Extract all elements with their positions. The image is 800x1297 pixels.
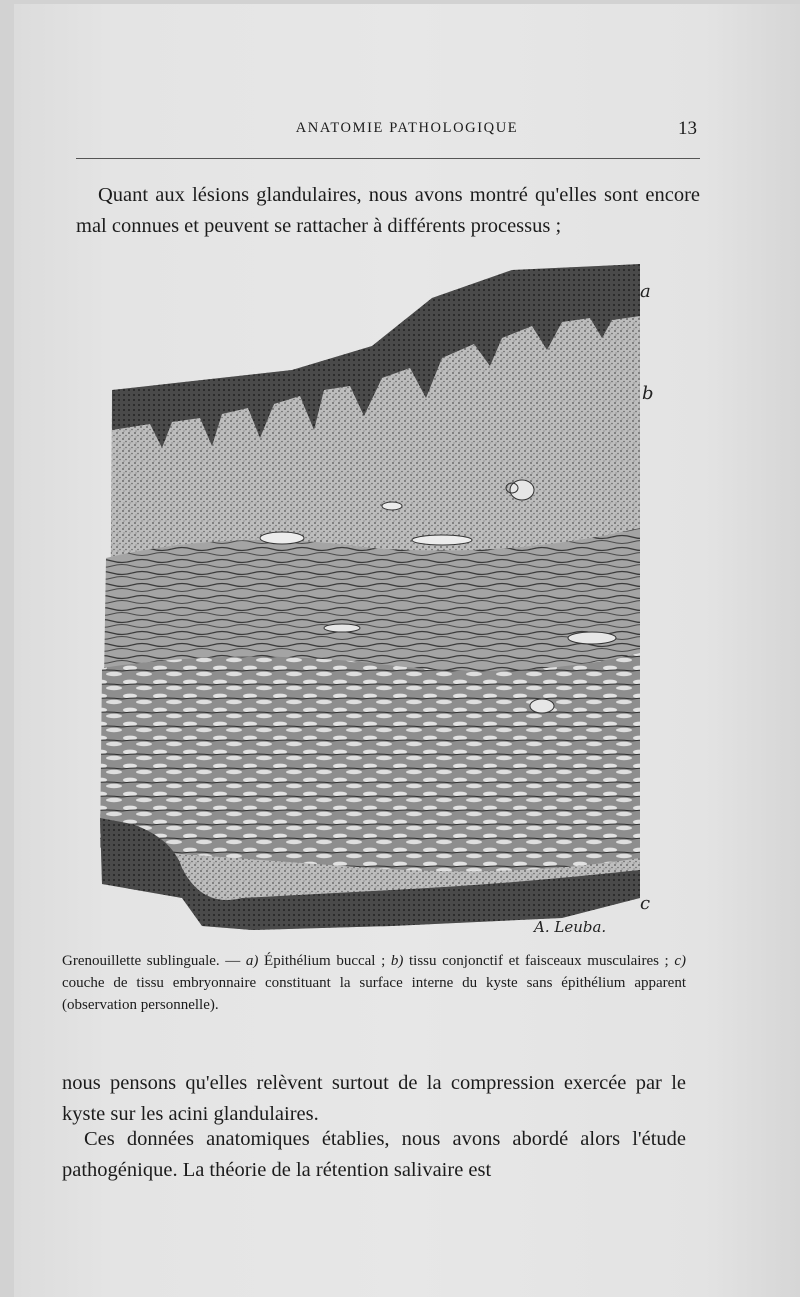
- figure-caption: [62, 950, 686, 1016]
- page-number: 13: [678, 118, 697, 139]
- figure-label-c: c: [640, 893, 651, 914]
- caption-text-a: Épithélium buccal ;: [258, 953, 391, 969]
- figure-label-b: b: [642, 383, 654, 404]
- caption-text-c: couche de tissu embryonnaire constituant la surface interne du kyste sans épithélium apparent (observation personnelle).: [62, 975, 686, 1013]
- caption-dash: —: [219, 953, 246, 969]
- paragraph-bottom-1: nous pensons qu'elles relèvent surtout de la compression exercée par le kyste sur les acini glandulaires.: [62, 1072, 686, 1125]
- caption-marker-b: b): [390, 953, 404, 969]
- artist-signature: A. Leuba.: [534, 918, 607, 936]
- running-header: ANATOMIE PATHOLOGIQUE: [295, 120, 519, 136]
- caption-title: Grenouillette sublinguale.: [62, 953, 220, 969]
- caption-marker-a: a): [245, 953, 259, 969]
- histology-illustration: [92, 258, 652, 938]
- paragraph-top: Quant aux lésions glandulaires, nous avons montré qu'elles sont encore mal connues et peuvent se rattacher à différents processus ;: [76, 184, 700, 237]
- fibrous-layer: [104, 528, 640, 678]
- paragraph-bottom-2: Ces données anatomiques établies, nous avons abordé alors l'étude pathogénique. La théorie de la rétention salivaire est: [62, 1128, 686, 1181]
- header-rule: [76, 158, 700, 159]
- caption-marker-c: c): [674, 953, 687, 969]
- muscle-bundles: [100, 653, 640, 871]
- histology-figure: [92, 258, 652, 938]
- caption-text-b: tissu conjonctif et faisceaux musculaires ;: [403, 953, 675, 969]
- figure-label-a: a: [640, 281, 651, 302]
